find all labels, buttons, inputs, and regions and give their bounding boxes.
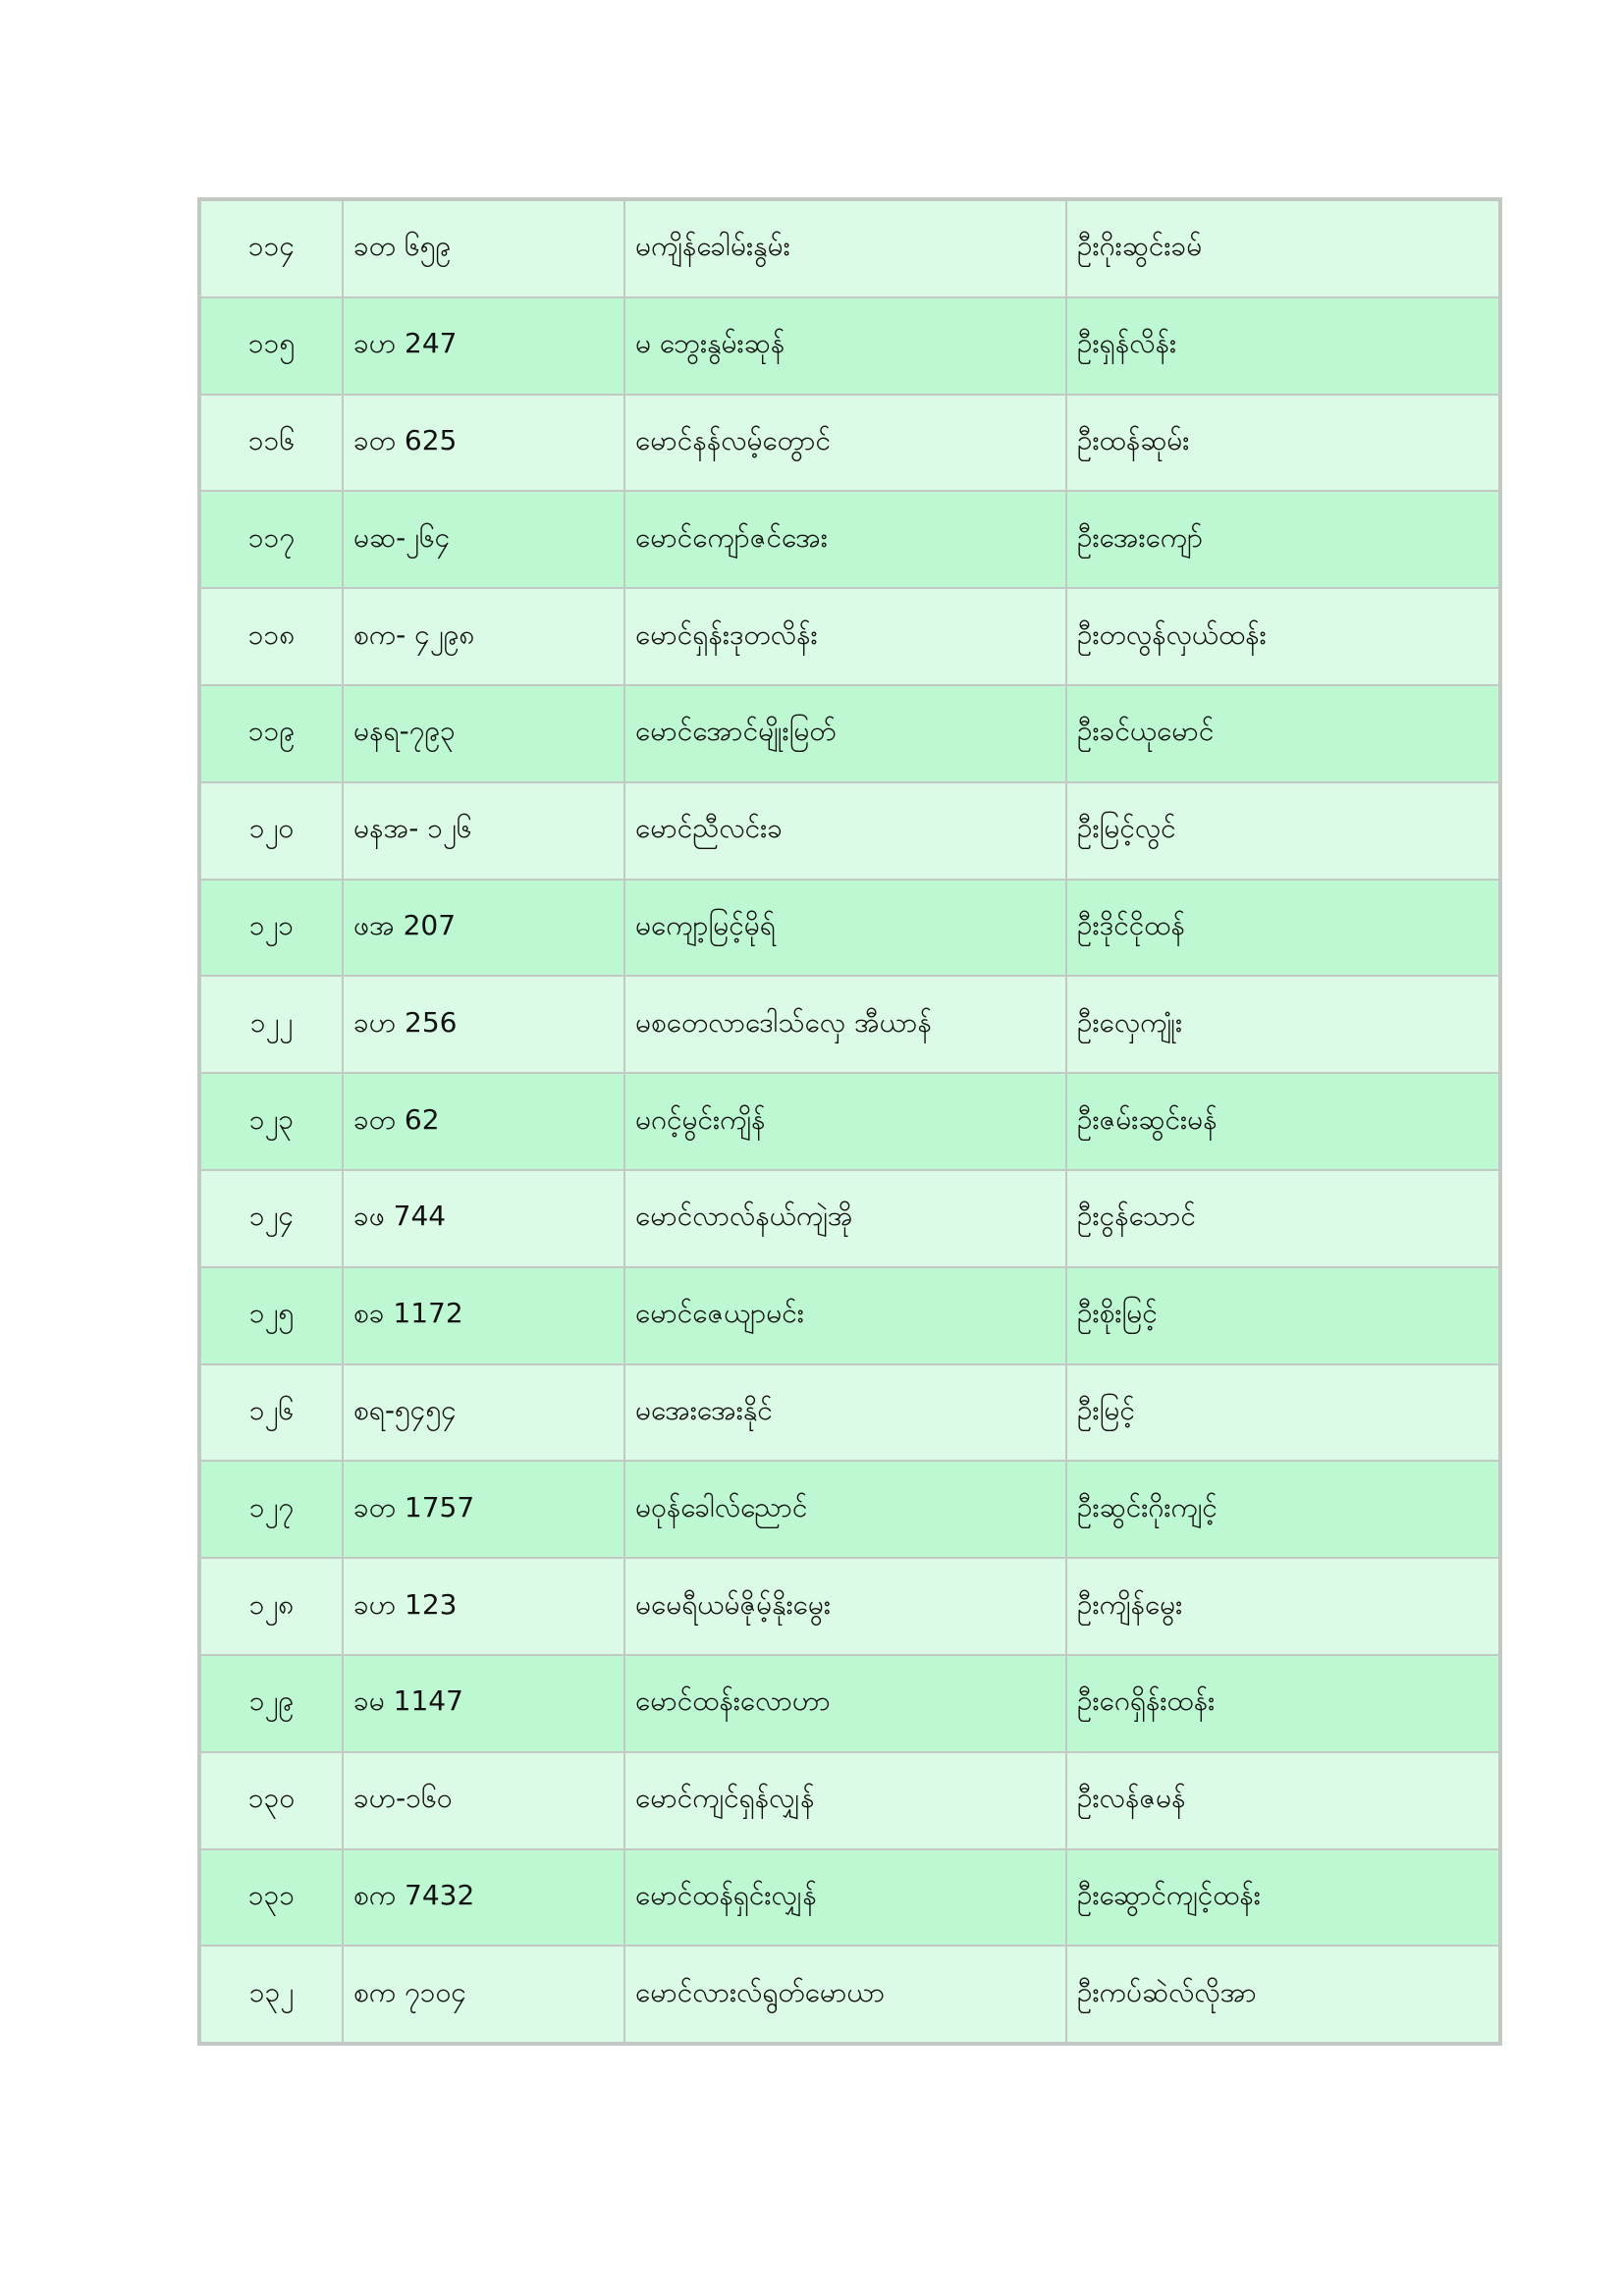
table-row — [200, 976, 1499, 1073]
nrc-number: မဆ-၂၆၄ — [343, 491, 624, 588]
table-row — [200, 880, 1499, 977]
nrc-number: စခ 1172 — [343, 1267, 624, 1364]
table-row — [200, 1073, 1499, 1170]
father-name: ဦးရှန်လိန်း — [1066, 297, 1499, 395]
father-name: ဦးဂေရှိန်းထန်း — [1066, 1655, 1499, 1752]
row-number: ၁၁၇ — [200, 491, 343, 588]
nrc-number: ခတ 1757 — [343, 1461, 624, 1558]
table-row — [200, 1849, 1499, 1947]
table-row — [200, 1267, 1499, 1364]
row-number: ၁၃၂ — [200, 1946, 343, 2043]
row-number: ၁၂၁ — [200, 880, 343, 977]
row-number: ၁၂၃ — [200, 1073, 343, 1170]
row-number: ၁၁၄ — [200, 200, 343, 297]
row-number: ၁၂၇ — [200, 1461, 343, 1558]
row-number: ၁၂၅ — [200, 1267, 343, 1364]
nrc-number: ခတ ၆၅၉ — [343, 200, 624, 297]
row-number: ၁၂၂ — [200, 976, 343, 1073]
student-name: မောင်အောင်မျိုးမြတ် — [624, 685, 1066, 782]
father-name: ဦးမြင့်လွင် — [1066, 782, 1499, 880]
nrc-number: ခတ 625 — [343, 395, 624, 492]
father-name: ဦးဒိုင်ငိုထန် — [1066, 880, 1499, 977]
nrc-number: ခဟ 123 — [343, 1558, 624, 1655]
father-name: ဦးထန်ဆုမ်း — [1066, 395, 1499, 492]
table-row — [200, 1170, 1499, 1267]
table-row — [200, 1752, 1499, 1849]
father-name: ဦးကပ်ဆဲလ်လိုအာ — [1066, 1946, 1499, 2043]
student-name: မဂင့်မွင်းကျိန် — [624, 1073, 1066, 1170]
table-row — [200, 782, 1499, 880]
father-name: ဦးဇမ်းဆွင်းမန် — [1066, 1073, 1499, 1170]
records-table — [197, 197, 1502, 2046]
nrc-number: ခတ 62 — [343, 1073, 624, 1170]
table-row — [200, 297, 1499, 395]
student-name: မစတေလာဒေါသ်လှေ အီယာန် — [624, 976, 1066, 1073]
father-name: ဦးအေးကျော် — [1066, 491, 1499, 588]
row-number: ၁၂၄ — [200, 1170, 343, 1267]
table-row — [200, 1946, 1499, 2043]
table-row — [200, 395, 1499, 492]
student-name: မောင်ထန်းလောဟာ — [624, 1655, 1066, 1752]
father-name: ဦးမြင့် — [1066, 1364, 1499, 1462]
row-number: ၁၂၉ — [200, 1655, 343, 1752]
student-name: မောင်ကျင်ရှန်လျှန် — [624, 1752, 1066, 1849]
student-name: မမေရီယမ်ဇိုမ့်နိုးမွေး — [624, 1558, 1066, 1655]
student-name: မောင်ထန်ရှင်းလျှန် — [624, 1849, 1066, 1947]
student-name: မ ဘွေးနွမ်းဆုန် — [624, 297, 1066, 395]
row-number: ၁၂၆ — [200, 1364, 343, 1462]
table-row — [200, 1364, 1499, 1462]
table-row — [200, 200, 1499, 297]
row-number: ၁၃၁ — [200, 1849, 343, 1947]
student-name: မအေးအေးနိုင် — [624, 1364, 1066, 1462]
table-row — [200, 1655, 1499, 1752]
student-name: မဝုန်ခေါလ်ညောင် — [624, 1461, 1066, 1558]
student-name: မောင်ညီလင်းခ — [624, 782, 1066, 880]
nrc-number: ခမ 1147 — [343, 1655, 624, 1752]
student-name: မောင်ကျော်ဇင်အေး — [624, 491, 1066, 588]
table-row — [200, 491, 1499, 588]
table-row — [200, 1558, 1499, 1655]
row-number: ၁၂၀ — [200, 782, 343, 880]
student-name: မောင်နန်လမ့်တွောင် — [624, 395, 1066, 492]
father-name: ဦးဆွင်းဂိုးကျင့် — [1066, 1461, 1499, 1558]
nrc-number: စက ၇၁၀၄ — [343, 1946, 624, 2043]
row-number: ၁၁၅ — [200, 297, 343, 395]
nrc-number: ခဟ 256 — [343, 976, 624, 1073]
nrc-number: စရ-၅၄၅၄ — [343, 1364, 624, 1462]
student-name: မောင်လားလ်ရွတ်မောယာ — [624, 1946, 1066, 2043]
father-name: ဦးလန်ဇမန် — [1066, 1752, 1499, 1849]
row-number: ၁၁၈ — [200, 588, 343, 685]
nrc-number: ခဟ-၁၆၀ — [343, 1752, 624, 1849]
father-name: ဦးခင်ယုမောင် — [1066, 685, 1499, 782]
table-row — [200, 1461, 1499, 1558]
nrc-number: စက- ၄၂၉၈ — [343, 588, 624, 685]
father-name: ဦးစိုးမြင့် — [1066, 1267, 1499, 1364]
student-name: မကျော့မြင့်မိုရ် — [624, 880, 1066, 977]
father-name: ဦးလှေကျုံး — [1066, 976, 1499, 1073]
records-table-grid — [199, 199, 1500, 2044]
student-name: မောင်လာလ်နယ်ကျဲအို — [624, 1170, 1066, 1267]
row-number: ၁၂၈ — [200, 1558, 343, 1655]
student-name: မကျိန်ခေါမ်းနွမ်း — [624, 200, 1066, 297]
student-name: မောင်ဇေယျာမင်း — [624, 1267, 1066, 1364]
row-number: ၁၁၆ — [200, 395, 343, 492]
row-number: ၁၁၉ — [200, 685, 343, 782]
nrc-number: မနရ-၇၉၃ — [343, 685, 624, 782]
father-name: ဦးဂိုးဆွင်းခမ် — [1066, 200, 1499, 297]
nrc-number: စက 7432 — [343, 1849, 624, 1947]
nrc-number: ခဖ 744 — [343, 1170, 624, 1267]
table-row — [200, 685, 1499, 782]
father-name: ဦးငွန်သောင် — [1066, 1170, 1499, 1267]
nrc-number: ဖအ 207 — [343, 880, 624, 977]
father-name: ဦးဆွောင်ကျင့်ထန်း — [1066, 1849, 1499, 1947]
nrc-number: ခဟ 247 — [343, 297, 624, 395]
table-row — [200, 588, 1499, 685]
father-name: ဦးကျိန်မွေး — [1066, 1558, 1499, 1655]
father-name: ဦးတလွန်လှယ်ထန်း — [1066, 588, 1499, 685]
nrc-number: မနအ- ၁၂၆ — [343, 782, 624, 880]
student-name: မောင်ရှန်းဒုတလိန်း — [624, 588, 1066, 685]
row-number: ၁၃၀ — [200, 1752, 343, 1849]
table-body — [200, 200, 1499, 2043]
